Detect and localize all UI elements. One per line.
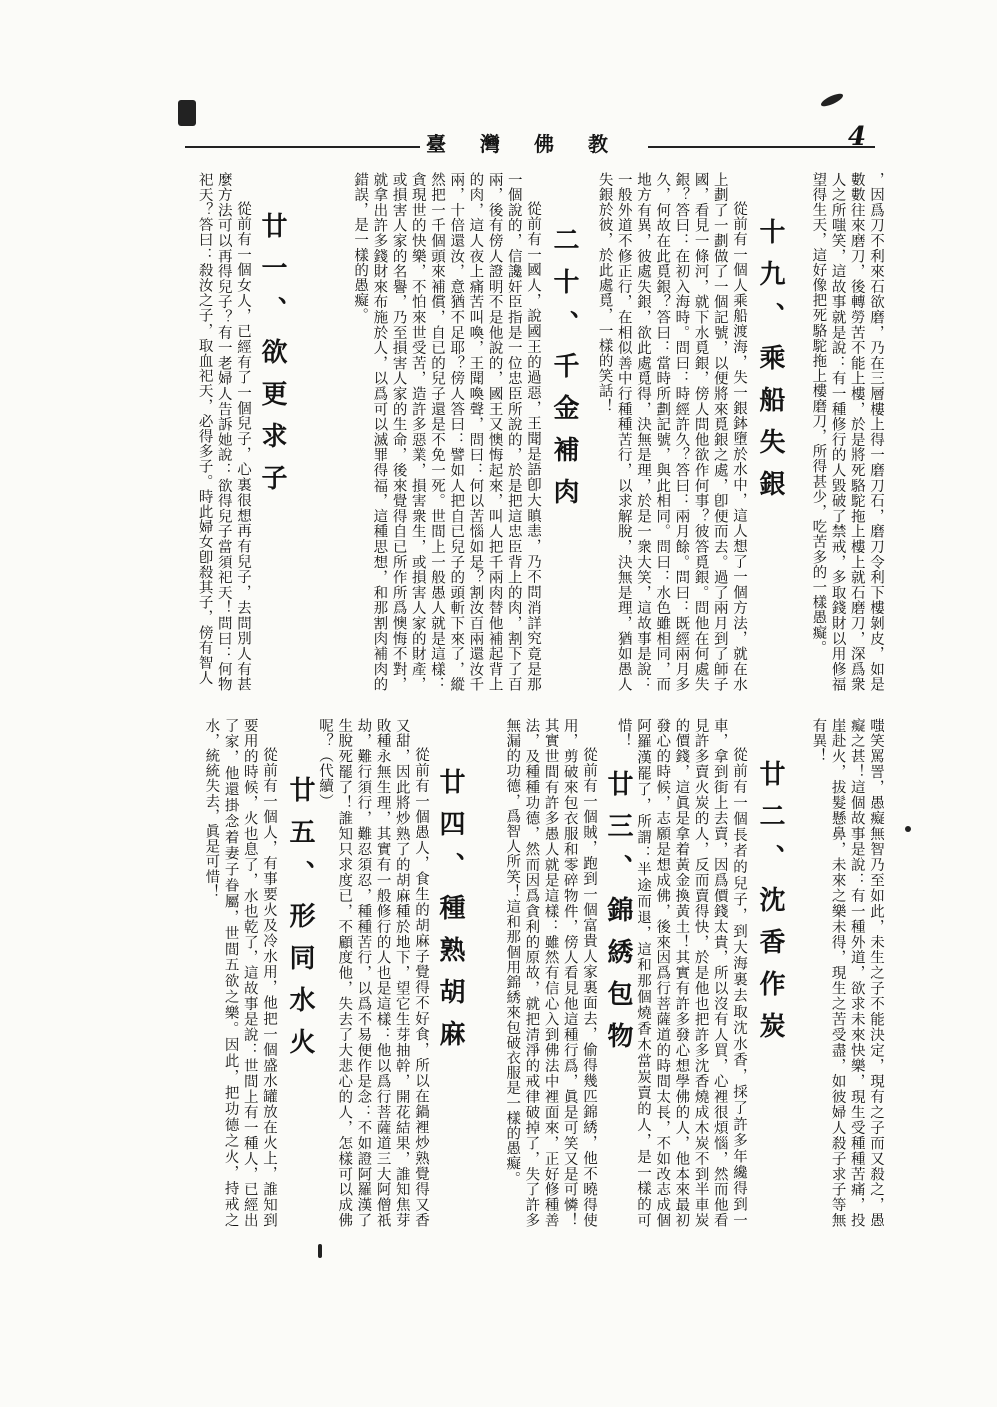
section-22-text: 從前有一個長者的兒子，到大海裏去取沈水香，採了許多年纔得到一車，拿到街上去賣，因爲價錢太貴，所以沒有人買，心裡很煩惱，然而他看見許多賣火炭的人，反而賣得快，於是他也把許多沈香燒成木炭不到半車炭的價錢，這眞是拿着黃金換黃土！其實有許多發心想學佛的人，他本來最初發心的時候，志願是想成佛，後來因爲行菩薩道的時間太長，不如改志成個阿羅漢罷了，所謂：半途而退，這和那個燒香木當炭賣的人，是一樣的可惜！	[615, 718, 747, 1228]
section-20-body	[292, 172, 542, 692]
section-25-text: 從前有一個人，有事要火及冷水用，他把一個盛水罐放在火上，誰知到要用的時候，火也息了，水也乾了，這故事是說：世間上有一種人，已經出了家，他還掛念着妻子眷屬，世間五欲之樂。因此，把功德之火，持戒之水，統統失去，眞是可惜！	[203, 718, 277, 1228]
section-24-text: 從前有一個愚人，食生的胡麻子覺得不好食，所以在鍋裡炒熟覺得又香又甜，因此將炒熟了的胡麻種於地下，望它生芽抽幹，開花結果，誰知焦芽敗種永無生理，其實有一般修行的人也是這樣：他以爲行菩薩道三大阿僧祇劫，難行須行，難忍須忍，種種苦行，以爲不易便作是念：不如證阿羅漢了生脫死罷了！誰知只求度已，不顧度他，失去了大悲心的人，怎樣可以成佛呢？（代續）	[316, 718, 429, 1228]
section-23-body	[470, 718, 598, 1228]
running-header-title: 臺灣佛教	[420, 128, 648, 157]
section-25-body	[186, 718, 278, 1228]
lower-intro-text: 嗤笑罵詈，愚癡無智乃至如此，未生之子不能決定，現有之子而又殺之，愚癡之甚！這個故事是說：有一種外道，欲求未來快樂，現生受種種苦痛，投崖赴火，拔髮懸鼻，未來之樂未得，現生之苦受盡，如彼婦人殺子求子等無有異！	[810, 718, 884, 1228]
upper-intro-text: ，因爲刀不利來石欲磨，乃在三層樓上得一磨刀石，磨刀令利下樓剝皮，如是數數往來磨刀，後轉勞苦不能上樓，於是將死駱駝拖上樓上就石磨刀，深爲衆人之所嗤笑，這故事就是說：有一種修行的人毀破了禁戒，多取錢財以用修福望得生天，這好像把死駱駝拖上樓磨刀，所得甚少，吃苦多的一樣愚癡。	[810, 172, 884, 692]
section-25-title: 廿五、形同水火	[285, 776, 315, 1070]
scan-smudge	[905, 826, 911, 832]
section-21-text: 從前有一個女人，已經有了一個兒子，心裏很想再有兒子，去問別人有甚麼方法可以再得兒子？有一老婦人告訴她說：欲得兒子當須祀天！問曰：何物祀天？答曰：殺汝之子，取血祀天，必得多子。時此婦女卽殺其子，傍有智人	[196, 172, 251, 692]
section-21-title: 廿一、欲更求子	[257, 212, 287, 506]
lower-intro-paragraph	[790, 718, 885, 1228]
section-24-title: 廿四、種熟胡麻	[435, 768, 465, 1062]
section-22-title: 廿二、沈香作炭	[755, 760, 785, 1054]
section-21-body	[186, 172, 252, 692]
section-20-text: 從前有一國人，說國王的過惡，王聞是語卽大瞋恚，乃不問消詳究竟是那一個說的，信讒奸臣指是一位忠臣所說的，於是把這忠臣背上的肉，割下了百兩，後有傍人證明不是他說的，國王又懊悔起來，叫人把千兩肉替他補起背上的肉，這人夜上痛苦叫喚，王聞喚聲，問曰：何以苦惱如是？割汝百兩還汝千兩，十倍還汝，意猶不足耶？傍人答曰：譬如人把自已兒子的頭斬下來了，縱然把一千個頭來補償，自已的兒子還是不免一死。世間上一般愚人就是這樣：貪現世的快樂，不怕來世受苦，造許多惡業，損害衆生，或損害人家的財產，或損害人家的名譽，乃至損害人家的生命，後來覺得自已所作所爲懊悔不對，就拿出許多錢財來布施於人，以爲可以滅罪得福，這種思想，和那割肉補肉的錯誤，是一樣的愚癡。	[352, 172, 541, 692]
scan-smudge	[318, 1244, 322, 1258]
section-19-text: 從前有一個人乘船渡海，失一銀鉢墮於水中，這人想了一個方法，就在水上劃了一劃做了一個記號，以便將來覓銀之處，卽便而去。過了兩月到了師子國，看見一條河，就下水覓銀，傍人問他欲作何事？彼答覓銀。問他在何處失銀？答曰：在初入海時。問曰：時經許久？答曰：兩月餘。問曰：既經兩月多久，何故在此覓銀？答曰：當時所劃記號，與此相同。問曰：水色雖相同，而地方有異，彼處失銀，欲此處覓得，決無是理，於是一衆大笑，這故事是說：一般外道不修正行，在相似善中行種種苦行，以求解脫，決無是理，猶如愚人失銀於彼，於此處覓，一樣的笑話！	[596, 172, 747, 692]
section-23-text: 從前有一個賊，跑到一個富貴人家裏面去，偷得幾匹錦綉，他不曉得使用，剪破來包衣服和零碎物件，傍人看見他這種行爲，眞是可笑又是可憐！其實世間有許多愚人就是這樣：雖然有信心入到佛法中裡面來，正好修種善法，及種種功德，然而因爲貪利的原故，就把清淨的戒律破掉了，失了許多無漏的功德，爲智人所笑！這和那個用錦綉來包破衣服是一樣的愚癡。	[504, 718, 597, 1228]
upper-intro-paragraph	[790, 172, 885, 692]
scan-smudge	[819, 91, 844, 108]
section-24-body	[316, 718, 430, 1228]
scan-smudge	[178, 100, 196, 126]
section-20-title: 二十、千金補肉	[549, 226, 579, 520]
section-23-title: 廿三、錦綉包物	[603, 770, 633, 1064]
section-19-title: 十九、乘船失銀	[755, 218, 785, 512]
section-19-body	[588, 172, 748, 692]
page-number: 4	[848, 122, 867, 152]
